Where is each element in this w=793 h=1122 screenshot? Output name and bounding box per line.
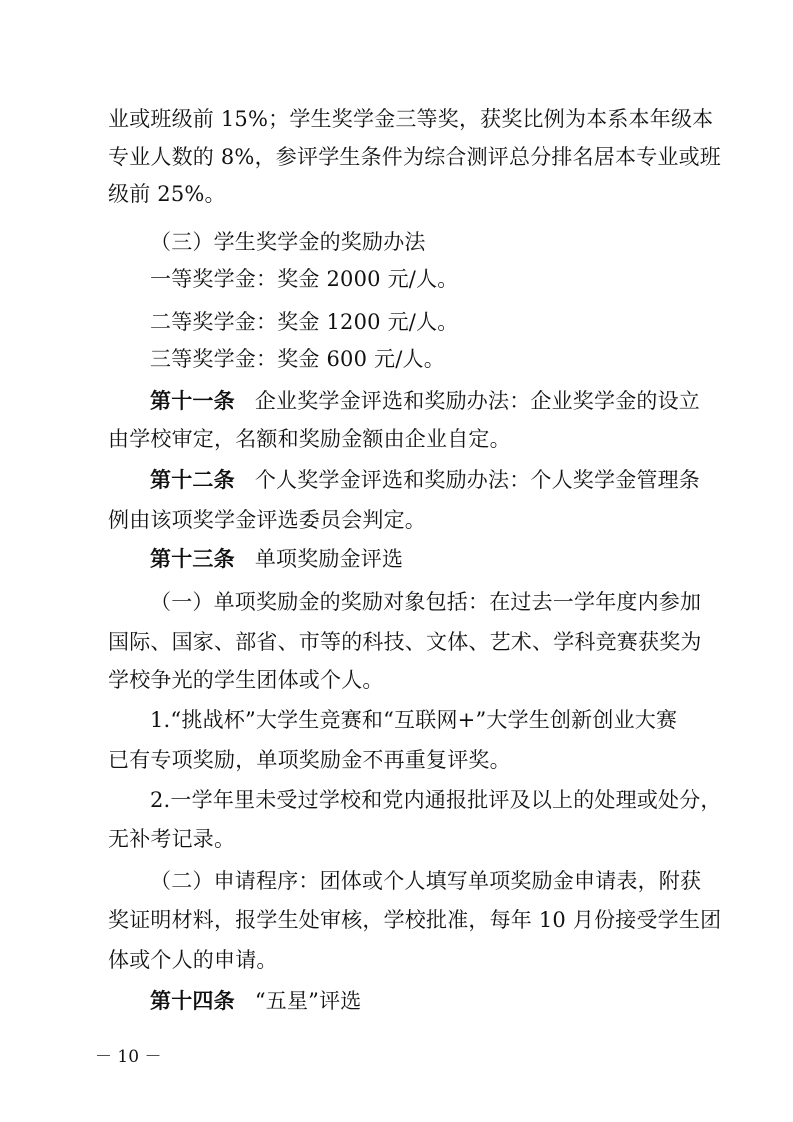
article-text: 个人奖学金评选和奖励办法：个人奖学金管理条 bbox=[254, 468, 701, 492]
body-line: 专业人数的 8%，参评学生条件为综合测评总分排名居本专业或班 bbox=[108, 145, 721, 169]
body-line: 业或班级前 15%；学生奖学金三等奖，获奖比例为本系本年级本 bbox=[108, 107, 714, 131]
article-number: 第十一条 bbox=[150, 389, 235, 413]
body-line: 级前 25%。 bbox=[108, 182, 226, 206]
article-number: 第十三条 bbox=[150, 547, 235, 571]
article-number: 第十二条 bbox=[150, 468, 235, 492]
article-text: “五星”评选 bbox=[254, 989, 362, 1013]
article-number: 第十四条 bbox=[150, 989, 235, 1013]
body-line: 二等奖学金：奖金 1200 元/人。 bbox=[150, 310, 459, 334]
body-line: 由学校审定，名额和奖励金额由企业自定。 bbox=[108, 427, 511, 451]
body-line: 例由该项奖学金评选委员会判定。 bbox=[108, 508, 426, 532]
body-line: 已有专项奖励，单项奖励金不再重复评奖。 bbox=[108, 748, 511, 772]
body-line: （一）单项奖励金的奖励对象包括：在过去一学年度内参加 bbox=[150, 590, 702, 614]
article-line bbox=[150, 989, 750, 1013]
list-item: 1.“挑战杯”大学生竞赛和“互联网+”大学生创新创业大赛 bbox=[150, 708, 678, 732]
body-line: 三等奖学金：奖金 600 元/人。 bbox=[150, 347, 445, 371]
section-heading: （三）学生奖学金的奖励办法 bbox=[150, 230, 426, 254]
body-line: 一等奖学金：奖金 2000 元/人。 bbox=[150, 267, 459, 291]
page-number: － 10 － bbox=[95, 1047, 162, 1067]
body-line: 奖证明材料，报学生处审核，学校批准，每年 10 月份接受学生团 bbox=[108, 908, 722, 932]
article-line bbox=[150, 389, 750, 413]
article-line bbox=[150, 547, 750, 571]
body-line: 体或个人的申请。 bbox=[108, 948, 278, 972]
body-line: 无补考记录。 bbox=[108, 827, 236, 851]
article-text: 企业奖学金评选和奖励办法：企业奖学金的设立 bbox=[254, 389, 701, 413]
body-line: （二）申请程序：团体或个人填写单项奖励金申请表，附获 bbox=[150, 869, 702, 893]
list-item: 2.一学年里未受过学校和党内通报批评及以上的处理或处分， bbox=[150, 788, 722, 812]
body-line: 学校争光的学生团体或个人。 bbox=[108, 668, 384, 692]
body-line: 国际、国家、部省、市等的科技、文体、艺术、学科竞赛获奖为 bbox=[108, 630, 702, 654]
article-line bbox=[150, 468, 750, 492]
article-text: 单项奖励金评选 bbox=[254, 547, 404, 571]
